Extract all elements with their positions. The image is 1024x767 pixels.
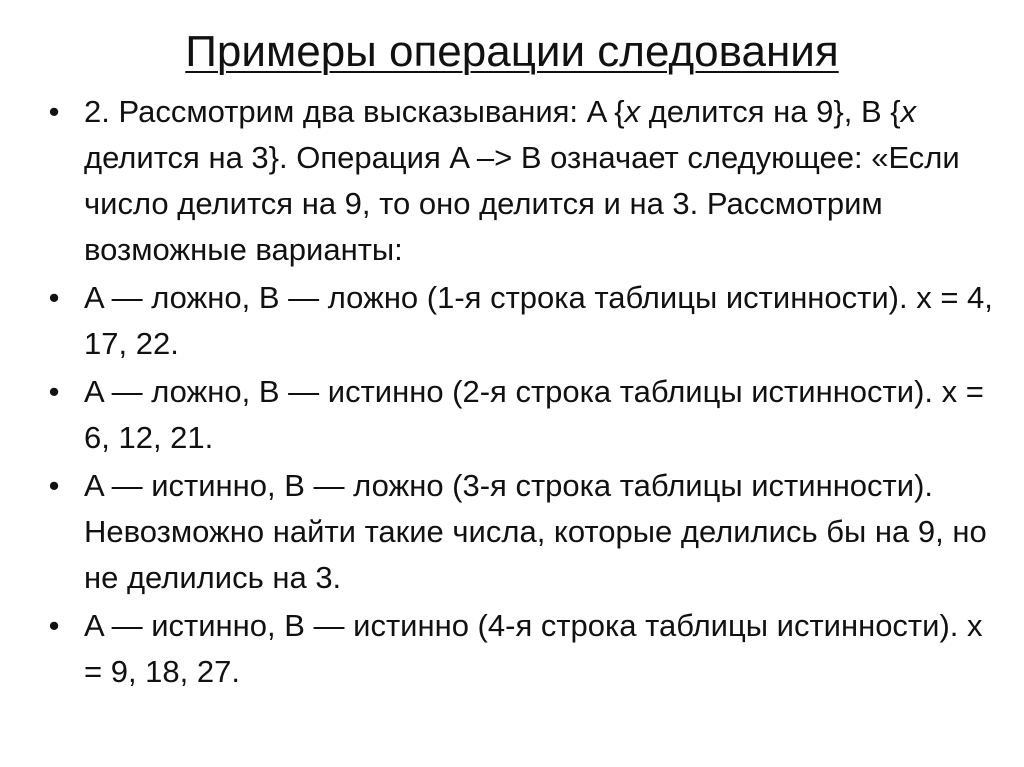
bullet-icon: • — [48, 608, 60, 643]
bullet-text-1: 2. Рассмотрим два высказывания: A {x делится на 9}, B {x делится на 3}. Операция A –> B означает следующее: «Если число делится на 9, то оно делится и на 3. Рассмотрим возможные варианты: — [84, 94, 960, 267]
bullet-item-2 — [44, 275, 1004, 367]
bullet-icon: • — [48, 374, 60, 409]
bullet-icon: • — [48, 94, 60, 129]
bullet-item-1 — [44, 89, 1004, 273]
slide-title: Примеры операции следования — [185, 27, 839, 76]
bullet-item-3 — [44, 369, 1004, 461]
bullet-text-2: A — ложно, B — ложно (1-я строка таблицы истинности). x = 4, 17, 22. — [84, 280, 993, 361]
bullet-icon: • — [48, 280, 60, 315]
bullet-text-3: A — ложно, B — истинно (2-я строка таблицы истинности). x = 6, 12, 21. — [84, 374, 984, 455]
bullet-item-4 — [44, 463, 1004, 601]
bullet-icon: • — [48, 468, 60, 503]
bullet-item-5 — [44, 603, 1004, 695]
bullet-text-4: A — истинно, B — ложно (3-я строка таблицы истинности). Невозможно найти такие числа, которые делились бы на 9, но не делились на 3. — [84, 468, 987, 595]
bullet-text-5: A — истинно, B — истинно (4-я строка таблицы истинности). x = 9, 18, 27. — [84, 608, 983, 689]
bullet-list — [44, 89, 1004, 697]
